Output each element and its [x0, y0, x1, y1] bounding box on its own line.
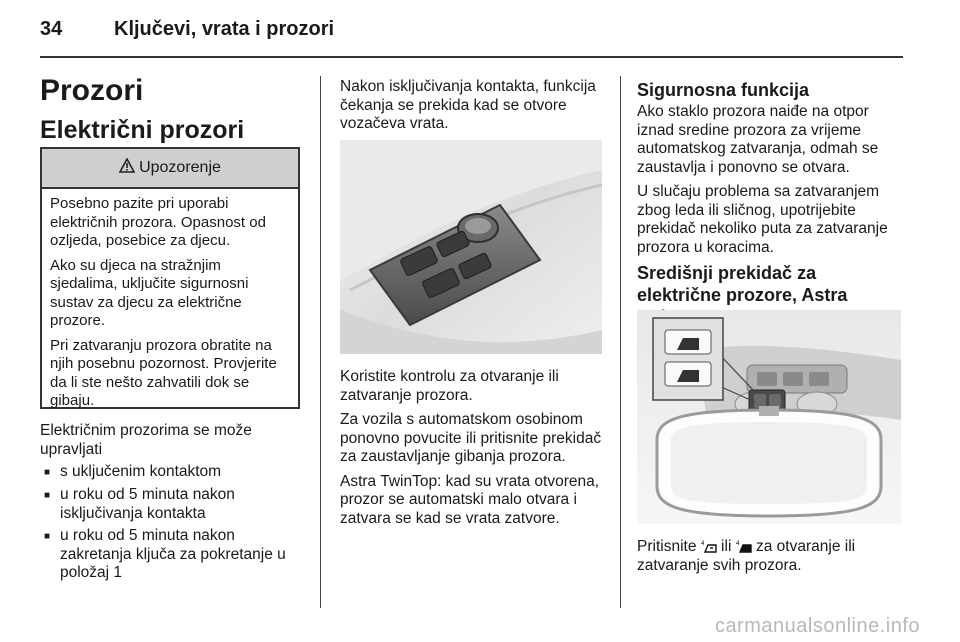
warning-body [42, 189, 298, 411]
ignition-off-text: Nakon isključivanja kontakta, funkcija čekanja se prekida kad se otvore vozačeva vrata. [340, 78, 596, 132]
instruction-paragraph: Koristite kontrolu za otvaranje ili zatvaranje prozora. [340, 368, 559, 404]
warning-header [42, 149, 298, 189]
warning-paragraph: Posebno pazite pri uporabi električnih prozora. Opasnost od ozljeda, posebice za djecu. [50, 195, 266, 249]
central-switch-photo [637, 310, 901, 524]
bullet-square-icon: ■ [44, 490, 51, 501]
warning-box [40, 147, 300, 409]
safety-paragraph: Ako staklo prozora naiđe na otpor iznad sredine prozora za vrijeme automatskog zatvaranja, odmah se zaustavlja i ponovno se otvara. [637, 103, 879, 176]
operation-conditions [40, 422, 310, 583]
list-item [40, 486, 310, 523]
svg-text:4: 4 [700, 541, 705, 547]
header-divider [40, 56, 903, 58]
chapter-title: Ključevi, vrata i prozori [114, 18, 335, 40]
section-subtitle: Električni prozori [40, 116, 245, 144]
safety-section [637, 80, 905, 263]
list-item-text: u roku od 5 minuta nakon zakretanja ključa za pokretanje u položaj 1 [60, 527, 286, 581]
instruction-paragraph: Za vozila s automatskom osobinom ponovno povucite ili pritisnite prekidač za zaustavljanje gibanja prozora. [340, 411, 602, 465]
bullet-square-icon: ■ [44, 467, 51, 478]
column-divider-1 [320, 76, 321, 608]
safety-title: Sigurnosna funkcija [637, 80, 810, 100]
switch-instructions [340, 368, 612, 534]
list-item [40, 527, 310, 583]
central-switch-title: Središnji prekidač za električne prozore, Astra [637, 263, 848, 305]
column-divider-2 [620, 76, 621, 608]
list-item-text: u roku od 5 minuta nakon isključivanja kontakta [60, 486, 235, 522]
list-item-text: s uključenim kontaktom [60, 463, 222, 480]
watermark: carmanualsonline.info [714, 615, 920, 637]
page-number: 34 [40, 18, 63, 40]
list-item [40, 463, 310, 482]
window-close-icon [736, 539, 752, 553]
instruction-text: Pritisnite [637, 538, 701, 555]
instruction-paragraph: Astra TwinTop: kad su vrata otvorena, prozor se automatski malo otvara i zatvara se kad se vrata zatvore. [340, 472, 600, 527]
svg-text:4: 4 [735, 541, 740, 547]
warning-paragraph: Ako su djeca na stražnjim sjedalima, uključite sigurnosni sustav za djecu za električne prozore. [50, 256, 249, 329]
central-switch-instructions [637, 538, 905, 575]
door-window-switch-photo [340, 140, 602, 354]
instruction-text: za otvaranje ili zatvaranje svih prozora. [637, 538, 856, 574]
window-open-icon [701, 539, 717, 553]
instruction-text: ili [716, 538, 736, 555]
warning-paragraph: Pri zatvaranju prozora obratite na njih posebnu pozornost. Provjerite da li ste nešto zahvatili dok se gibaju. [50, 336, 277, 409]
bullet-square-icon: ■ [44, 531, 51, 542]
safety-paragraph: U slučaju problema sa zatvaranjem zbog leda ili sličnog, upotrijebite prekidač nekoliko puta za zatvaranje prozora u koracima. [637, 183, 888, 256]
intro-text: Električnim prozorima se može upravljati [40, 422, 252, 458]
section-title: Prozori [40, 74, 144, 107]
warning-triangle-icon [119, 158, 135, 178]
warning-title: Upozorenje [139, 159, 221, 176]
